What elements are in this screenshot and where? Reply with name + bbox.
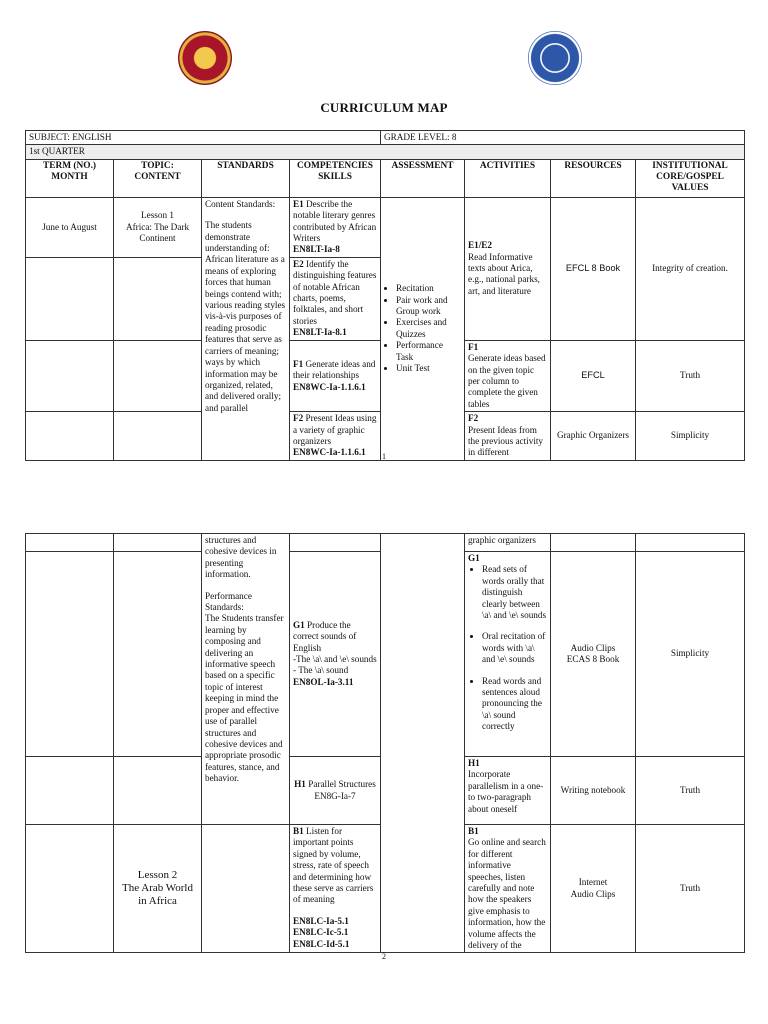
curriculum-table-page-2 <box>25 533 745 953</box>
e2-ref: EN8LT-Ia-8.1 <box>293 327 347 338</box>
header-term: TERM (NO.) MONTH <box>26 159 114 197</box>
quarter-cell: 1st QUARTER <box>26 145 745 159</box>
competency-b1 <box>290 825 381 953</box>
competency-e1 <box>290 197 381 257</box>
value-e: Integrity of creation. <box>636 197 745 340</box>
e1-code: E1 <box>293 198 304 209</box>
term-cell: June to August <box>26 197 114 257</box>
activity-g1-item: • Oral recitation of words with \a\ and \e\ sounds <box>482 631 547 665</box>
assessment-item: • Performance Task <box>396 340 461 363</box>
b1-ref: EN8LC-Ia-5.1 <box>293 915 349 926</box>
topic-cell-empty <box>114 552 202 757</box>
assessment-item: • Recitation <box>396 283 461 294</box>
activity-f1 <box>465 340 551 411</box>
activity-b1-text: Go online and search for different informative speeches, listen carefully and note how the speakers give emphasis to information, how the volume affects the delivery of the <box>468 837 546 951</box>
e1-text: Describe the notable literary genres contributed by African Writers <box>293 198 377 244</box>
assessment-list <box>384 283 461 374</box>
page-2 <box>0 520 768 1024</box>
document-title: CURRICULUM MAP <box>320 100 448 115</box>
g1-line-2: - The \a\ sound <box>293 665 349 676</box>
g1-line-1: -The \a\ and \e\ sounds <box>293 654 377 664</box>
lesson-1-topic: Africa: The Dark Continent <box>125 221 190 244</box>
activity-g1-item: • Read words and sentences aloud pronouncing the \a\ sound correctly <box>482 676 547 733</box>
competency-h1 <box>290 757 381 825</box>
f1-code: F1 <box>293 358 304 369</box>
header-assessment: ASSESSMENT <box>381 159 465 197</box>
topic-cell-empty <box>114 340 202 411</box>
term-cell-empty <box>26 340 114 411</box>
lesson-1-title: Lesson 1 <box>141 210 174 221</box>
activity-f2-code: F2 <box>468 413 479 424</box>
standards-cell-continued <box>202 534 290 825</box>
performance-standards-label: Performance Standards: <box>205 590 252 613</box>
competency-f1 <box>290 340 381 411</box>
activity-g1 <box>465 552 551 757</box>
topic-cell-empty <box>114 757 202 825</box>
header-standards: STANDARDS <box>202 159 290 197</box>
term-cell-empty <box>26 552 114 757</box>
activity-e-text: Read Informative texts about Arica, e.g., national parks, art, and literature <box>468 251 540 296</box>
resource-f2: Graphic Organizers <box>551 412 636 461</box>
header-values: INSTITUTIONAL CORE/GOSPEL VALUES <box>636 159 745 197</box>
activity-f1-text: Generate ideas based on the given topic per column to complete the given tables <box>468 353 546 409</box>
page-number: 2 <box>382 952 386 961</box>
h1-text: Parallel Structures <box>308 779 376 790</box>
g1-ref: EN8OL-Ia-3.11 <box>293 676 354 687</box>
header-topic: TOPIC: CONTENT <box>114 159 202 197</box>
value-g1: Simplicity <box>636 552 745 757</box>
competency-e2 <box>290 257 381 340</box>
value-b1: Truth <box>636 825 745 953</box>
h1-code: H1 <box>294 779 306 790</box>
topic-cell-empty <box>114 534 202 552</box>
term-cell-empty <box>26 757 114 825</box>
activity-g1-code: G1 <box>468 553 480 563</box>
resource-b1-b: Audio Clips <box>570 888 616 899</box>
activity-h1-text: Incorporate parallelism in a one-to two-paragraph about oneself <box>468 769 544 814</box>
performance-standards-text: The Students transfer learning by composing and delivering an informative speech based on a specific topic of interest keeping in mind the proper and effective use of parallel structures and cohesive devices and appropriate prosodic features, stance, and behavior. <box>205 613 284 784</box>
b1-ref: EN8LC-Ic-5.1 <box>293 927 349 938</box>
activity-g1-list <box>468 564 547 732</box>
activity-f1-code: F1 <box>468 341 479 352</box>
lesson-2-cell <box>114 825 202 953</box>
assessment-cell <box>381 197 465 460</box>
g1-code: G1 <box>293 619 305 630</box>
content-standards-label: Content Standards: <box>205 198 276 209</box>
content-standards-text: The students demonstrate understanding of: African literature as a means of exploring forces that human beings contend with; various reading styles vis-à-vis purposes of reading prosodic features that serve as carriers of meaning; ways by which information may be organized, related, and delivered orally; and parallel <box>205 220 286 413</box>
activity-f2-text: Present Ideas from the previous activity in different <box>468 424 544 458</box>
subject-cell: SUBJECT: ENGLISH <box>26 131 381 145</box>
value-h1: Truth <box>636 757 745 825</box>
content-standards-continued: structures and cohesive devices in presenting information. <box>205 535 277 580</box>
curriculum-table-page-1 <box>25 130 745 461</box>
resource-h1: Writing notebook <box>551 757 636 825</box>
standards-cell-empty <box>202 825 290 953</box>
f2-code: F2 <box>293 413 304 424</box>
competency-cell-empty <box>290 534 381 552</box>
b1-code: B1 <box>293 826 304 836</box>
header-competencies: COMPETENCIES SKILLS <box>290 159 381 197</box>
assessment-item: • Unit Test <box>396 363 461 374</box>
value-f1: Truth <box>636 340 745 411</box>
f1-text: Generate ideas and their relationships <box>293 358 376 381</box>
resource-g1-b: ECAS 8 Book <box>566 654 620 664</box>
resource-cell-empty <box>551 534 636 552</box>
competency-g1 <box>290 552 381 757</box>
b1-ref: EN8LC-Id-5.1 <box>293 938 350 949</box>
f1-ref: EN8WC-Ia-1.1.6.1 <box>293 381 366 392</box>
college-seal-logo <box>178 31 232 85</box>
f2-text: Present Ideas using a variety of graphic organizers <box>293 413 377 446</box>
page-1 <box>0 0 768 470</box>
assessment-cell-empty <box>381 534 465 953</box>
activity-e1e2 <box>465 197 551 340</box>
g1-text: Produce the correct sounds of English <box>293 619 357 653</box>
value-cell-empty <box>636 534 745 552</box>
e1-ref: EN8LT-Ia-8 <box>293 244 340 255</box>
e2-code: E2 <box>293 258 304 269</box>
activity-b1 <box>465 825 551 953</box>
value-f2: Simplicity <box>636 412 745 461</box>
activity-h1 <box>465 757 551 825</box>
grade-level-cell: GRADE LEVEL: 8 <box>381 131 745 145</box>
resource-e: EFCL 8 Book <box>551 197 636 340</box>
f2-ref: EN8WC-Ia-1.1.6.1 <box>293 447 366 458</box>
activity-h1-code: H1 <box>468 758 480 768</box>
b1-text: Listen for important points signed by volume, stress, rate of speech and determining how these serve as carriers of meaning <box>293 826 374 905</box>
assessment-item: • Pair work and Group work <box>396 295 461 318</box>
lesson-2-title: Lesson 2 <box>137 869 178 882</box>
term-cell-empty <box>26 534 114 552</box>
deped-seal-logo <box>528 31 582 85</box>
activity-b1-code: B1 <box>468 826 479 836</box>
assessment-item: • Exercises and Quizzes <box>396 317 461 340</box>
h1-ref: EN8G-Ia-7 <box>314 790 356 801</box>
term-cell-empty <box>26 257 114 340</box>
resource-g1 <box>551 552 636 757</box>
lesson-2-topic: The Arab World in Africa <box>121 882 193 908</box>
resource-b1 <box>551 825 636 953</box>
header-resources: RESOURCES <box>551 159 636 197</box>
page-number: 1 <box>382 452 386 461</box>
header-activities: ACTIVITIES <box>465 159 551 197</box>
resource-f1: EFCL <box>551 340 636 411</box>
activity-g1-item: • Read sets of words orally that distinguish clearly between \a\ and \e\ sounds <box>482 564 547 621</box>
resource-b1-a: Internet <box>578 877 608 888</box>
standards-cell <box>202 197 290 460</box>
activity-e-code: E1/E2 <box>468 240 492 251</box>
topic-cell-empty <box>114 257 202 340</box>
activity-continued: graphic organizers <box>465 534 551 552</box>
lesson-1-cell <box>114 197 202 257</box>
e2-text: Identify the distinguishing features of notable African charts, poems, folktales, and short stories <box>293 258 377 326</box>
term-cell-empty <box>26 825 114 953</box>
resource-g1-a: Audio Clips <box>570 642 616 653</box>
